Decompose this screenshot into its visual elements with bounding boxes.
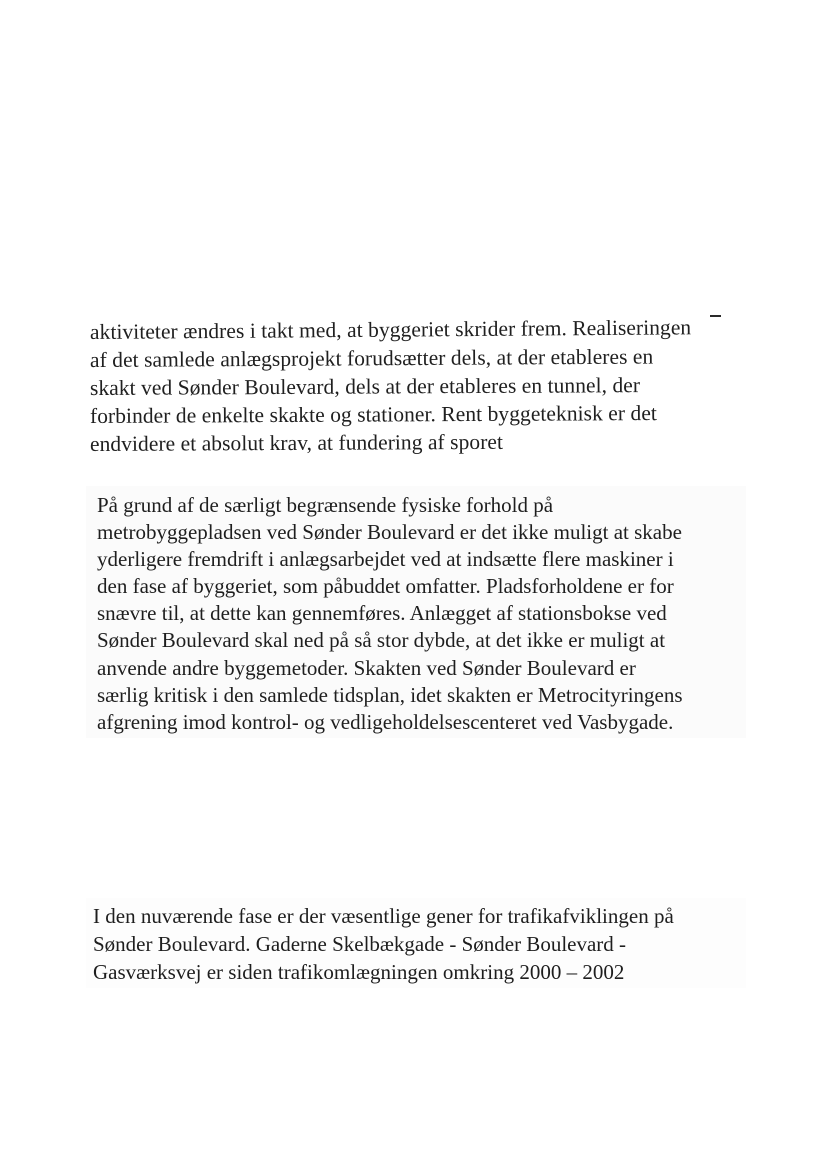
excerpt-2-line-4: den fase af byggeriet, som påbuddet omfatter. Pladsforholdene er for: [97, 574, 674, 599]
excerpt-1-line-3: skakt ved Sønder Boulevard, dels at der etableres en tunnel, der: [89, 373, 641, 400]
text-excerpt-2: [97, 492, 683, 736]
excerpt-1-line-4: forbinder de enkelte skakte og stationer. Rent byggeteknisk er det: [89, 401, 657, 428]
excerpt-2-line-3: yderligere fremdrift i anlægsarbejdet ved at indsætte flere maskiner i: [97, 547, 674, 572]
excerpt-2-line-8: særlig kritisk i den samlede tidsplan, idet skakten er Metrocityringens: [97, 682, 683, 707]
excerpt-3-line-2: Sønder Boulevard. Gaderne Skelbækgade - Sønder Boulevard -: [93, 932, 627, 956]
excerpt-2-line-5: snævre til, at dette kan gennemføres. Anlægget af stationsbokse ved: [97, 601, 667, 626]
text-excerpt-3: [93, 902, 674, 986]
excerpt-3-line-1: I den nuværende fase er der væsentlige gener for trafikafviklingen på: [93, 904, 674, 928]
excerpt-1-line-5-cropped: endvidere et absolut krav, at fundering af sporet: [89, 429, 504, 456]
text-excerpt-1: [89, 315, 760, 456]
excerpt-3-line-3: Gasværksvej er siden trafikomlægningen omkring 2000 – 2002: [93, 960, 625, 984]
excerpt-2-line-6: Sønder Boulevard skal ned på så stor dybde, at det ikke er muligt at: [97, 628, 666, 653]
excerpt-2-line-2: metrobyggepladsen ved Sønder Boulevard er det ikke muligt at skabe: [97, 520, 682, 545]
excerpt-2-line-1: På grund af de særligt begrænsende fysiske forhold på: [97, 493, 554, 517]
excerpt-1-line-2: af det samlede anlægsprojekt forudsætter dels, at der etableres en: [89, 344, 654, 372]
excerpt-1-line-1: aktiviteter ændres i takt med, at byggeriet skrider frem. Realiseringen: [89, 315, 692, 344]
excerpt-2-line-9: afgrening imod kontrol- og vedligeholdelsescenteret ved Vasbygade.: [97, 709, 674, 734]
excerpt-2-line-7: anvende andre byggemetoder. Skakten ved Sønder Boulevard er: [97, 655, 636, 680]
